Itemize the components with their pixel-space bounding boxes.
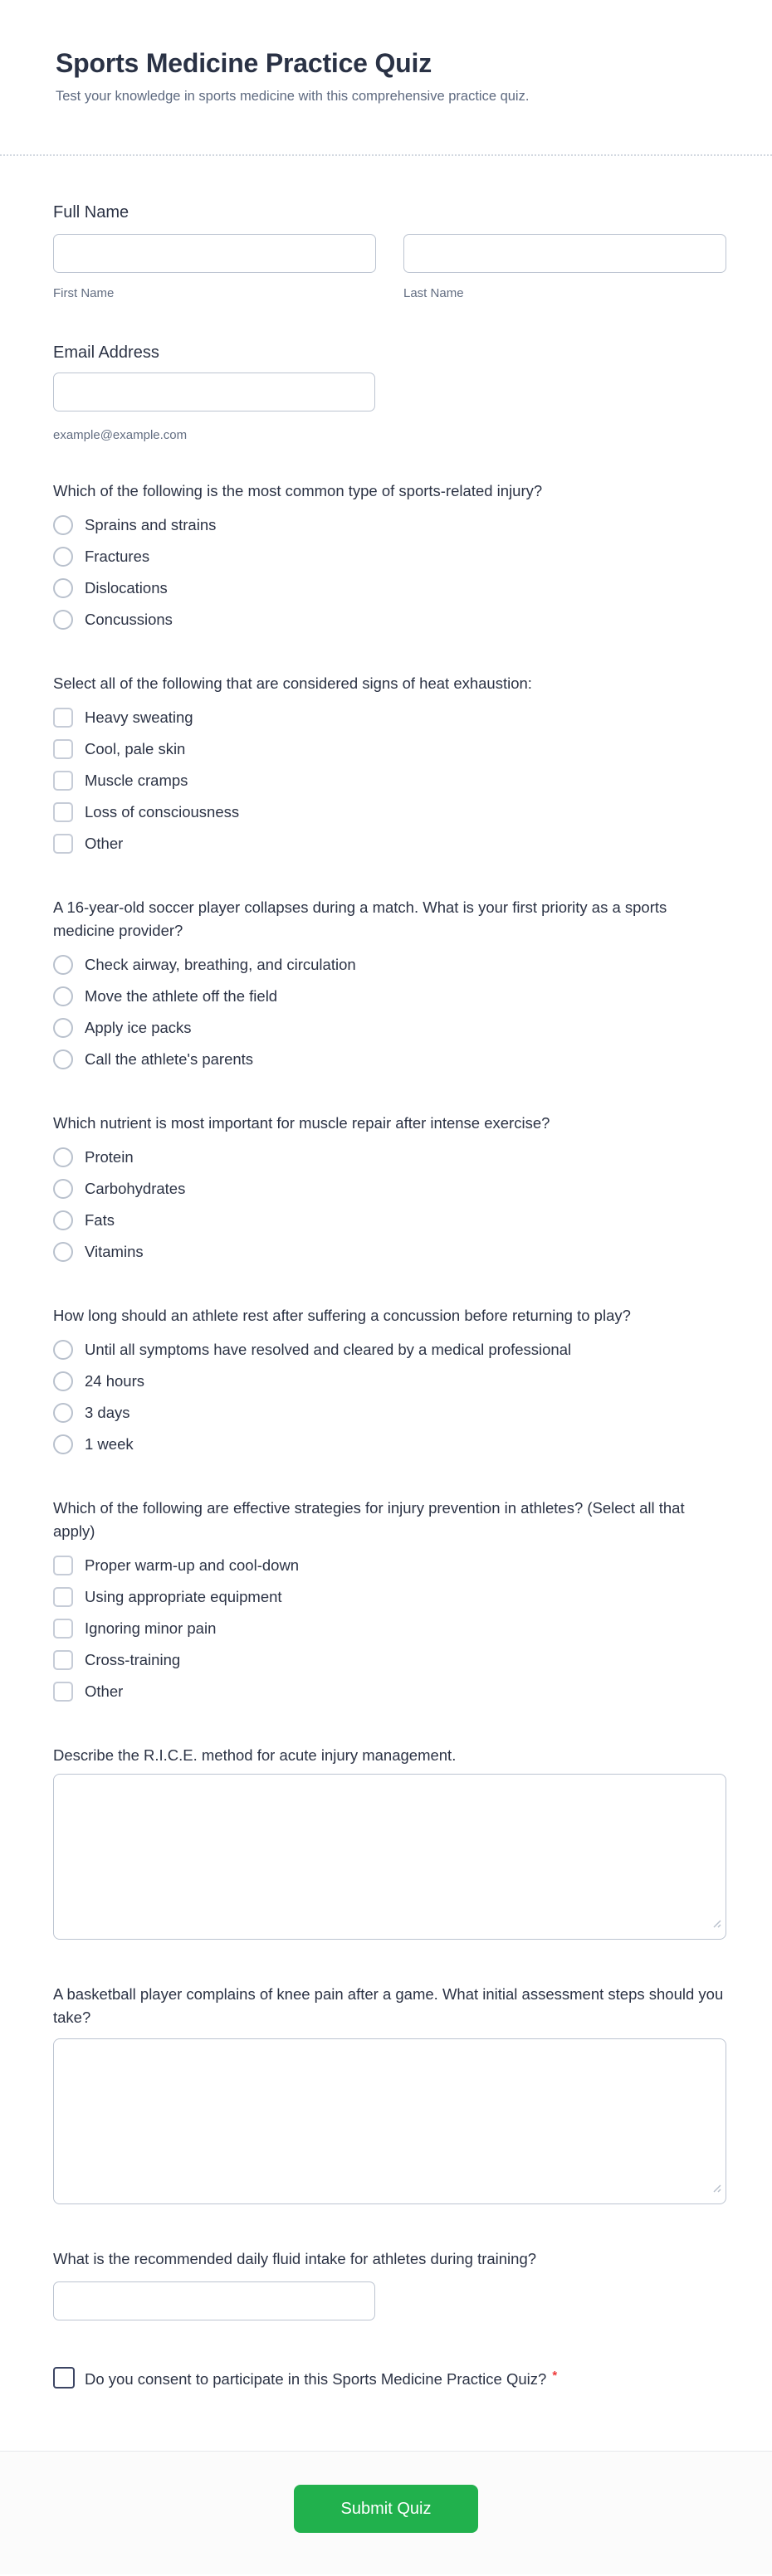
consent-label: [85, 2365, 557, 2390]
checkbox-option[interactable]: [53, 828, 726, 859]
option-label: Heavy sweating: [85, 709, 193, 726]
radio-icon[interactable]: [53, 1147, 73, 1167]
short-answer-input[interactable]: [53, 2281, 375, 2320]
form-body: [0, 202, 772, 2451]
radio-option[interactable]: [53, 572, 726, 604]
question-text: Which nutrient is most important for muscle repair after intense exercise?: [53, 1114, 550, 1132]
radio-option[interactable]: [53, 981, 726, 1012]
options-list: [53, 1334, 726, 1460]
resize-handle-icon[interactable]: [711, 2182, 721, 2197]
options-list: [53, 949, 726, 1075]
radio-option[interactable]: [53, 1366, 726, 1397]
radio-icon[interactable]: [53, 1434, 73, 1454]
option-label: Cool, pale skin: [85, 740, 186, 757]
question-block: [53, 480, 726, 635]
form-header: [0, 0, 772, 156]
question-text: Describe the R.I.C.E. method for acute injury management.: [53, 1746, 457, 1764]
question-block: [53, 2247, 726, 2320]
question-block: [53, 896, 726, 1075]
radio-icon[interactable]: [53, 1403, 73, 1423]
options-list: [53, 702, 726, 859]
option-label: Fractures: [85, 548, 150, 565]
option-label: Move the athlete off the field: [85, 987, 278, 1005]
option-label: Sprains and strains: [85, 516, 217, 533]
first-name-sublabel: First Name: [53, 286, 115, 300]
option-label: Muscle cramps: [85, 772, 188, 789]
questions: [53, 480, 726, 2320]
radio-option[interactable]: [53, 1429, 726, 1460]
radio-icon[interactable]: [53, 1242, 73, 1262]
radio-option[interactable]: [53, 604, 726, 635]
radio-icon[interactable]: [53, 1018, 73, 1038]
radio-icon[interactable]: [53, 1179, 73, 1199]
question-block: [53, 1304, 726, 1460]
checkbox-option[interactable]: [53, 1613, 726, 1644]
option-label: 1 week: [85, 1435, 134, 1453]
checkbox-icon[interactable]: [53, 802, 73, 822]
textarea-wrap: [53, 2038, 726, 2204]
checkbox-icon[interactable]: [53, 1587, 73, 1607]
option-label: Until all symptoms have resolved and cleared by a medical professional: [85, 1341, 572, 1358]
full-name-label: Full Name: [53, 203, 129, 222]
option-label: Loss of consciousness: [85, 803, 240, 821]
question-text: What is the recommended daily fluid intake for athletes during training?: [53, 2250, 537, 2267]
question-block: [53, 672, 726, 859]
question-block: [53, 1497, 726, 1707]
option-label: Check airway, breathing, and circulation: [85, 956, 356, 973]
option-label: Fats: [85, 1211, 115, 1229]
email-input[interactable]: [53, 373, 375, 411]
radio-option[interactable]: [53, 1205, 726, 1236]
checkbox-option[interactable]: [53, 796, 726, 828]
question-text: A basketball player complains of knee pain after a game. What initial assessment steps should you take?: [53, 1985, 724, 2026]
question-text: A 16-year-old soccer player collapses during a match. What is your first priority as a sports medicine provider?: [53, 898, 667, 939]
checkbox-icon[interactable]: [53, 1682, 73, 1702]
long-answer-textarea[interactable]: [53, 1774, 726, 1940]
question-block: [53, 1112, 726, 1268]
radio-icon[interactable]: [53, 1049, 73, 1069]
long-answer-textarea[interactable]: [53, 2038, 726, 2204]
consent-label-text: Do you consent to participate in this Sports Medicine Practice Quiz?: [85, 2370, 547, 2388]
option-label: Apply ice packs: [85, 1019, 192, 1036]
checkbox-option[interactable]: [53, 1676, 726, 1707]
submit-button[interactable]: Submit Quiz: [294, 2485, 478, 2533]
radio-icon[interactable]: [53, 955, 73, 975]
radio-option[interactable]: [53, 1044, 726, 1075]
checkbox-icon[interactable]: [53, 771, 73, 791]
radio-option[interactable]: [53, 541, 726, 572]
consent-checkbox-icon[interactable]: [53, 2367, 75, 2389]
radio-option[interactable]: [53, 1334, 726, 1366]
question-block: [53, 1983, 726, 2204]
option-label: 3 days: [85, 1404, 130, 1421]
last-name-sublabel: Last Name: [403, 286, 464, 300]
checkbox-option[interactable]: [53, 733, 726, 765]
question-text: Select all of the following that are considered signs of heat exhaustion:: [53, 674, 532, 692]
option-label: Concussions: [85, 611, 173, 628]
checkbox-icon[interactable]: [53, 1556, 73, 1575]
option-label: Other: [85, 835, 124, 852]
first-name-col: [53, 234, 376, 301]
checkbox-option[interactable]: [53, 1581, 726, 1613]
checkbox-option[interactable]: [53, 1550, 726, 1581]
first-name-input[interactable]: [53, 234, 376, 273]
option-label: Cross-training: [85, 1651, 181, 1668]
full-name-inputs: [53, 234, 726, 301]
checkbox-icon[interactable]: [53, 708, 73, 728]
option-label: Call the athlete's parents: [85, 1050, 254, 1068]
full-name-field: [53, 202, 726, 301]
last-name-col: [403, 234, 726, 301]
email-hint: example@example.com: [53, 428, 188, 442]
radio-icon[interactable]: [53, 547, 73, 567]
checkbox-icon[interactable]: [53, 834, 73, 854]
consent-field[interactable]: [53, 2364, 726, 2392]
page-subtitle: Test your knowledge in sports medicine with this comprehensive practice quiz.: [56, 89, 530, 104]
options-list: [53, 1142, 726, 1268]
page-title: Sports Medicine Practice Quiz: [56, 48, 432, 78]
radio-icon[interactable]: [53, 986, 73, 1006]
email-label: Email Address: [53, 343, 159, 362]
question-text: Which of the following are effective strategies for injury prevention in athletes? (Select all that apply): [53, 1499, 685, 1540]
option-label: Carbohydrates: [85, 1180, 186, 1197]
question-text: Which of the following is the most common type of sports-related injury?: [53, 482, 543, 499]
radio-option[interactable]: [53, 1142, 726, 1173]
radio-icon[interactable]: [53, 515, 73, 535]
checkbox-option[interactable]: [53, 765, 726, 796]
radio-icon[interactable]: [53, 1210, 73, 1230]
options-list: [53, 509, 726, 635]
required-asterisk: *: [552, 2369, 558, 2383]
radio-icon[interactable]: [53, 578, 73, 598]
radio-icon[interactable]: [53, 1340, 73, 1360]
checkbox-icon[interactable]: [53, 1619, 73, 1639]
option-label: Proper warm-up and cool-down: [85, 1556, 300, 1574]
options-list: [53, 1550, 726, 1707]
radio-option[interactable]: [53, 949, 726, 981]
radio-option[interactable]: [53, 1173, 726, 1205]
radio-option[interactable]: [53, 1236, 726, 1268]
form-footer: [0, 2451, 772, 2574]
option-label: Other: [85, 1682, 124, 1700]
radio-icon[interactable]: [53, 610, 73, 630]
question-block: [53, 1744, 726, 1940]
question-text: How long should an athlete rest after suffering a concussion before returning to play?: [53, 1307, 631, 1324]
option-label: Ignoring minor pain: [85, 1619, 217, 1637]
email-field: [53, 342, 726, 443]
radio-icon[interactable]: [53, 1371, 73, 1391]
option-label: Vitamins: [85, 1243, 144, 1260]
option-label: Protein: [85, 1148, 134, 1166]
option-label: 24 hours: [85, 1372, 144, 1390]
radio-option[interactable]: [53, 1397, 726, 1429]
last-name-input[interactable]: [403, 234, 726, 273]
checkbox-option[interactable]: [53, 702, 726, 733]
radio-option[interactable]: [53, 1012, 726, 1044]
option-label: Dislocations: [85, 579, 168, 597]
resize-handle-icon[interactable]: [711, 1917, 721, 1932]
checkbox-icon[interactable]: [53, 739, 73, 759]
checkbox-icon[interactable]: [53, 1650, 73, 1670]
checkbox-option[interactable]: [53, 1644, 726, 1676]
option-label: Using appropriate equipment: [85, 1588, 282, 1605]
textarea-wrap: [53, 1774, 726, 1940]
radio-option[interactable]: [53, 509, 726, 541]
